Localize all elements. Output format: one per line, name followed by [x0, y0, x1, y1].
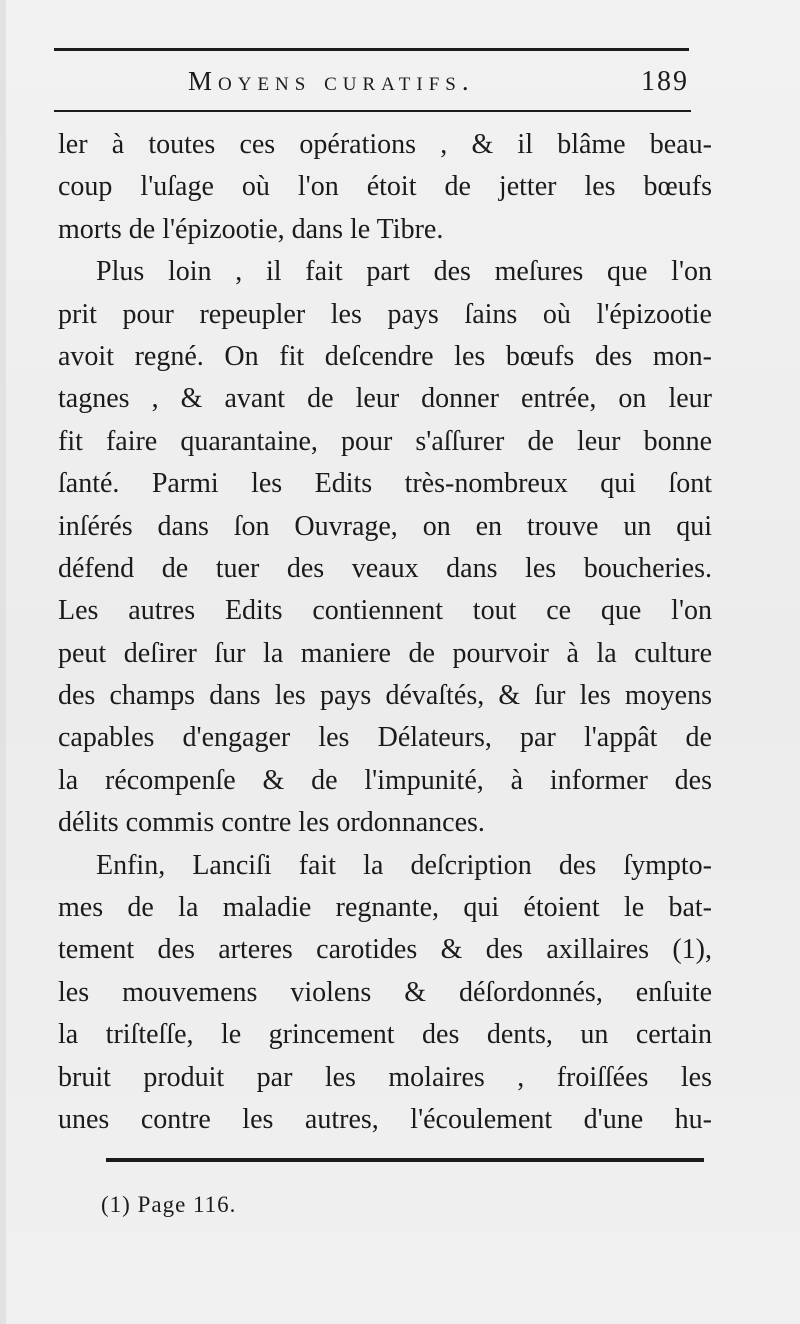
page-number: 189: [641, 66, 689, 97]
text-line: peut deſirer ſur la maniere de pourvoir à la culture: [58, 637, 712, 669]
footnote-rule: [106, 1158, 704, 1162]
text-line: unes contre les autres, l'écoulement d'une hu-: [58, 1103, 712, 1135]
text-line: avoit regné. On fit deſcendre les bœufs des mon-: [58, 340, 712, 372]
text-line: fit faire quarantaine, pour s'aſſurer de leur bonne: [58, 425, 712, 457]
text-line: prit pour repeupler les pays ſains où l'épizootie: [58, 298, 712, 330]
text-line: ler à toutes ces opérations , & il blâme beau-: [58, 129, 712, 160]
text-line: coup l'uſage où l'on étoit de jetter les bœufs: [58, 171, 712, 203]
text-line: défend de tuer des veaux dans les boucheries.: [58, 552, 712, 584]
top-rule: [54, 48, 689, 51]
text-line: tagnes , & avant de leur donner entrée, on leur: [58, 383, 712, 415]
running-title: Moyens curatifs.: [188, 66, 475, 96]
text-line: les mouvemens violens & déſordonnés, enſuite: [58, 976, 712, 1008]
text-line: des champs dans les pays dévaſtés, & ſur les moyens: [58, 680, 712, 712]
text-line: la triſteſſe, le grincement des dents, un certain: [58, 1019, 712, 1051]
text-line: Enfin, Lanciſi fait la deſcription des ſympto-: [96, 849, 712, 881]
body-text: [58, 124, 712, 1141]
text-line: Plus loin , il fait part des meſures que l'on: [96, 256, 712, 288]
header-rule: [54, 110, 691, 112]
footnote: (1) Page 116.: [101, 1192, 237, 1217]
text-line: capables d'engager les Délateurs, par l'appât de: [58, 722, 712, 754]
text-line: bruit produit par les molaires , froiſſées les: [58, 1061, 712, 1093]
text-line: morts de l'épizootie, dans le Tibre.: [58, 213, 444, 245]
text-line: délits commis contre les ordonnances.: [58, 807, 485, 839]
page-header: [54, 60, 689, 106]
text-line: mes de la maladie regnante, qui étoient le bat-: [58, 892, 712, 924]
text-line: ſanté. Parmi les Edits très-nombreux qui ſont: [58, 468, 712, 500]
text-line: Les autres Edits contiennent tout ce que l'on: [58, 595, 712, 627]
text-line: la récompenſe & de l'impunité, à informer des: [58, 764, 712, 796]
text-line: inſérés dans ſon Ouvrage, on en trouve un qui: [58, 510, 712, 542]
text-line: tement des arteres carotides & des axillaires (1),: [58, 934, 712, 966]
